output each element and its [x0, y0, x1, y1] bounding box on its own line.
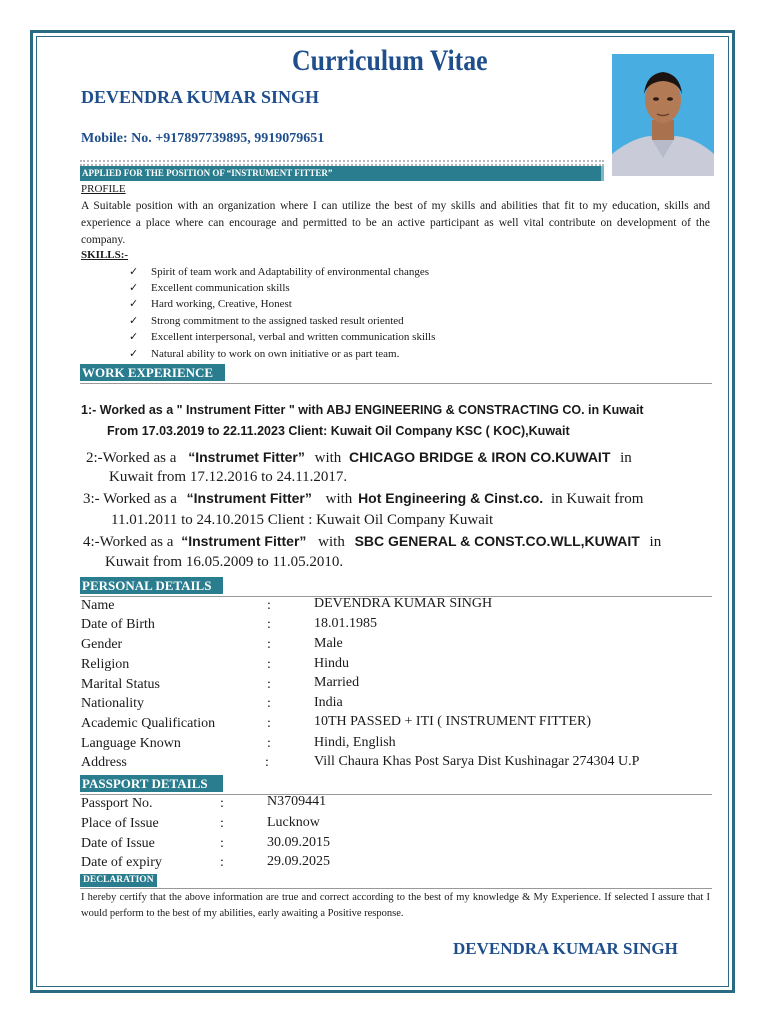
passport-label: Date of expiry	[81, 855, 162, 870]
personal-value: DEVENDRA KUMAR SINGH	[314, 596, 493, 611]
passport-value: N3709441	[267, 794, 327, 809]
personal-sep: :	[265, 755, 269, 770]
profile-text: A Suitable position with an organization where I can utilize the best of my skills and abilities that fit to my education, skills and experience a place where can encourage and permitted to be an active participant as well vital contribute on development of the company.	[81, 200, 710, 246]
personal-label: Marital Status	[81, 677, 160, 692]
section-rule	[80, 383, 712, 384]
personal-label: Date of Birth	[81, 617, 155, 632]
personal-sep: :	[267, 736, 271, 751]
skill-item: ✓ Natural ability to work on own initiative or as part team.	[129, 348, 400, 360]
skill-item: ✓ Hard working, Creative, Honest	[129, 298, 292, 310]
personal-sep: :	[267, 657, 271, 672]
document-title: Curriculum Vitae	[292, 44, 488, 77]
passport-value: 30.09.2015	[267, 835, 330, 850]
job-1-line-1: 1:- Worked as a " Instrument Fitter " with ABJ ENGINEERING & CONSTRACTING CO. in Kuwait	[81, 403, 644, 417]
personal-label: Academic Qualification	[81, 716, 216, 731]
job-3-line-2: 11.01.2011 to 24.10.2015 Client : Kuwait Oil Company Kuwait	[111, 512, 494, 528]
personal-value: Hindu	[314, 656, 349, 671]
personal-sep: :	[267, 696, 271, 711]
personal-label: Nationality	[81, 696, 144, 711]
passport-label: Passport No.	[81, 796, 153, 811]
skill-item: ✓ Spirit of team work and Adaptability of environmental changes	[129, 266, 429, 278]
passport-value: 29.09.2025	[267, 854, 330, 869]
personal-sep: :	[267, 637, 271, 652]
passport-value: Lucknow	[267, 815, 320, 830]
check-icon: ✓	[129, 298, 139, 310]
skill-item: ✓ Excellent interpersonal, verbal and written communication skills	[129, 331, 436, 343]
job-4-line-2: Kuwait from 16.05.2009 to 11.05.2010.	[105, 554, 344, 570]
personal-label: Gender	[81, 637, 123, 652]
skill-item: ✓ Excellent communication skills	[129, 282, 290, 294]
personal-details-heading: PERSONAL DETAILS	[80, 577, 223, 594]
check-icon: ✓	[129, 266, 139, 278]
check-icon: ✓	[129, 315, 139, 327]
profile-photo	[612, 54, 714, 176]
signature-name: DEVENDRA KUMAR SINGH	[453, 939, 678, 958]
job-2-line-2: Kuwait from 17.12.2016 to 24.11.2017.	[109, 469, 348, 485]
passport-label: Date of Issue	[81, 836, 155, 851]
check-icon: ✓	[129, 282, 139, 294]
personal-value: Hindi, English	[314, 735, 396, 750]
personal-sep: :	[267, 716, 271, 731]
personal-label: Language Known	[81, 736, 181, 751]
personal-value: Male	[314, 636, 343, 651]
passport-details-heading: PASSPORT DETAILS	[80, 775, 223, 792]
job-3-line-1: 3:- Worked as a “Instrument Fitter” with Hot Engineering & Cinst.co. in Kuwait from	[83, 490, 644, 507]
personal-label: Address	[81, 755, 127, 770]
personal-value: India	[314, 695, 343, 710]
job-1-line-2: From 17.03.2019 to 22.11.2023 Client: Kuwait Oil Company KSC ( KOC),Kuwait	[107, 424, 570, 438]
skill-item: ✓ Strong commitment to the assigned tasked result oriented	[129, 315, 404, 327]
passport-sep: :	[220, 836, 224, 851]
work-experience-heading: WORK EXPERIENCE	[80, 364, 225, 381]
personal-sep: :	[267, 617, 271, 632]
passport-sep: :	[220, 855, 224, 870]
personal-sep: :	[267, 677, 271, 692]
applied-position-text: APPLIED FOR THE POSITION OF “INSTRUMENT FITTER”	[82, 168, 333, 178]
section-rule	[80, 888, 712, 889]
declaration-text: I hereby certify that the above information are true and correct according to the best of my knowledge & My Experience. If selected I assure that I would perform to the best of my abilities, early awaiting a Positive response.	[81, 892, 710, 919]
candidate-name: DEVENDRA KUMAR SINGH	[81, 87, 320, 107]
personal-value: 10TH PASSED + ITI ( INSTRUMENT FITTER)	[314, 714, 592, 729]
personal-label: Religion	[81, 657, 130, 672]
personal-value: 18.01.1985	[314, 616, 377, 631]
check-icon: ✓	[129, 348, 139, 360]
passport-label: Place of Issue	[81, 816, 159, 831]
skills-heading: SKILLS:-	[81, 249, 129, 261]
declaration-heading: DECLARATION	[80, 874, 157, 887]
mobile-numbers: Mobile: No. +917897739895, 9919079651	[81, 131, 325, 146]
personal-label: Name	[81, 598, 115, 613]
profile-heading: PROFILE	[81, 183, 126, 195]
job-4-line-1: 4:-Worked as a “Instrument Fitter” with SBC GENERAL & CONST.CO.WLL,KUWAIT in	[83, 533, 662, 550]
job-2-line-1: 2:-Worked as a “Instrumet Fitter” with CHICAGO BRIDGE & IRON CO.KUWAIT in	[86, 449, 632, 466]
passport-sep: :	[220, 816, 224, 831]
personal-value: Married	[314, 675, 360, 690]
personal-value: Vill Chaura Khas Post Sarya Dist Kushinagar 274304 U.P	[314, 754, 640, 769]
section-rule	[80, 794, 712, 795]
check-icon: ✓	[129, 331, 139, 343]
applied-position-bar	[80, 166, 604, 181]
personal-sep: :	[267, 598, 271, 613]
passport-sep: :	[220, 796, 224, 811]
